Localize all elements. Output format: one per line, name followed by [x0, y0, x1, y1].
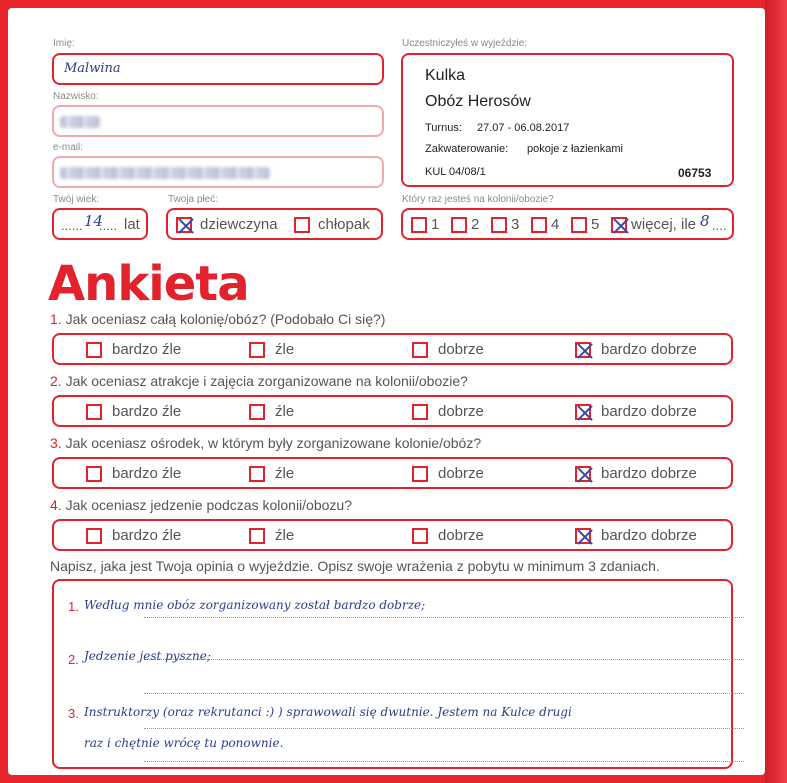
age-unit: lat — [124, 216, 140, 233]
page-edge — [765, 0, 787, 783]
option-checkbox[interactable] — [86, 466, 102, 482]
option-checkbox[interactable] — [249, 404, 265, 420]
opinion-line-1-text: Według mnie obóz zorganizowany został bardzo dobrze; — [84, 598, 426, 612]
turnus-value: 27.07 - 06.08.2017 — [477, 122, 570, 134]
option-checkbox[interactable] — [86, 342, 102, 358]
age-value: 14 — [84, 212, 104, 230]
email-label: e-mail: — [53, 142, 84, 153]
redacted-email — [60, 167, 270, 179]
times-more-value: 8 — [700, 212, 710, 230]
name-value: Malwina — [64, 61, 121, 76]
option-label: bardzo dobrze — [601, 341, 697, 358]
option-label: dobrze — [438, 465, 484, 482]
camp-title: Obóz Herosów — [425, 93, 531, 110]
opinion-line-4-text: raz i chętnie wrócę tu ponownie. — [84, 736, 284, 750]
option-label: źle — [275, 527, 295, 544]
option-checkbox[interactable] — [86, 404, 102, 420]
times-more-label: więcej, ile — [631, 216, 697, 233]
times-label: Który raz jesteś na kolonii/obozie? — [402, 194, 554, 205]
gender-boy-checkbox[interactable] — [294, 217, 310, 233]
participated-label: Uczestniczyłeś w wyjeździe: — [402, 38, 528, 49]
rule-line — [144, 617, 744, 618]
option-checkbox[interactable] — [249, 466, 265, 482]
question-label: Jak oceniasz ośrodek, w którym były zorganizowane kolonie/obóz? — [65, 435, 482, 451]
times-4-checkbox[interactable] — [531, 217, 547, 233]
times-field — [401, 208, 734, 240]
accommodation-value: pokoje z łazienkami — [527, 143, 623, 155]
age-field[interactable] — [52, 208, 148, 240]
question-2-text — [50, 373, 468, 389]
option-label: bardzo źle — [112, 341, 182, 358]
opinion-line-3-text: Instruktorzy (oraz rekrutanci :) ) sprawowali się dwutnie. Jestem na Kulce drugi — [84, 705, 572, 719]
times-more-dots: .... — [712, 218, 727, 233]
rule-line — [144, 761, 744, 762]
surname-field[interactable] — [52, 105, 384, 137]
option-label: bardzo źle — [112, 403, 182, 420]
camp-name: Kulka — [425, 67, 466, 84]
survey-title: Ankieta — [48, 256, 249, 312]
age-dots-before: ...... — [61, 218, 83, 233]
survey-sheet — [8, 8, 765, 775]
option-checkbox[interactable] — [575, 342, 591, 358]
rule-line — [144, 728, 744, 729]
rule-line — [144, 659, 744, 660]
times-2-checkbox[interactable] — [451, 217, 467, 233]
question-number: 4. — [50, 497, 62, 513]
question-number: 3. — [50, 435, 62, 451]
opinion-line-2-num: 2. — [68, 652, 79, 667]
option-label: bardzo dobrze — [601, 465, 697, 482]
question-3-text — [50, 435, 481, 451]
name-field[interactable] — [52, 53, 384, 85]
option-checkbox[interactable] — [412, 466, 428, 482]
times-2-label: 2 — [471, 216, 480, 233]
option-label: źle — [275, 403, 295, 420]
redacted-surname — [60, 116, 100, 128]
opinion-line-3-num: 3. — [68, 706, 79, 721]
opinion-line-2-text: Jedzenie jest pyszne; — [84, 649, 211, 663]
option-label: bardzo dobrze — [601, 403, 697, 420]
times-3-checkbox[interactable] — [491, 217, 507, 233]
question-1-options — [52, 333, 733, 365]
option-checkbox[interactable] — [575, 466, 591, 482]
opinion-box[interactable] — [52, 579, 733, 769]
option-label: bardzo źle — [112, 465, 182, 482]
option-checkbox[interactable] — [249, 528, 265, 544]
camp-code: KUL 04/08/1 — [425, 166, 486, 178]
camp-info-box — [401, 53, 734, 187]
times-4-label: 4 — [551, 216, 560, 233]
question-3-options — [52, 457, 733, 489]
times-more-checkbox[interactable] — [611, 217, 627, 233]
option-checkbox[interactable] — [412, 342, 428, 358]
option-label: dobrze — [438, 527, 484, 544]
gender-girl-checkbox[interactable] — [176, 217, 192, 233]
turnus-label: Turnus: — [425, 122, 462, 134]
email-field[interactable] — [52, 156, 384, 188]
rule-line — [144, 693, 744, 694]
opinion-prompt: Napisz, jaka jest Twoja opinia o wyjeździe. Opisz swoje wrażenia z pobytu w minimum 3 zdaniach. — [50, 558, 660, 574]
accommodation-label: Zakwaterowanie: — [425, 143, 509, 155]
option-checkbox[interactable] — [412, 528, 428, 544]
question-label: Jak oceniasz atrakcje i zajęcia zorganizowane na kolonii/obozie? — [65, 373, 468, 389]
times-5-checkbox[interactable] — [571, 217, 587, 233]
option-checkbox[interactable] — [86, 528, 102, 544]
gender-label: Twoja płeć: — [168, 194, 219, 205]
opinion-line-1-num: 1. — [68, 599, 79, 614]
option-label: źle — [275, 341, 295, 358]
option-checkbox[interactable] — [412, 404, 428, 420]
gender-boy-label: chłopak — [318, 216, 370, 233]
gender-girl-label: dziewczyna — [200, 216, 278, 233]
times-1-label: 1 — [431, 216, 440, 233]
option-label: dobrze — [438, 341, 484, 358]
option-checkbox[interactable] — [575, 528, 591, 544]
option-label: bardzo dobrze — [601, 527, 697, 544]
question-number: 1. — [50, 311, 62, 327]
question-2-options — [52, 395, 733, 427]
question-label: Jak oceniasz jedzenie podczas kolonii/obozu? — [65, 497, 352, 513]
surname-label: Nazwisko: — [53, 91, 99, 102]
option-label: dobrze — [438, 403, 484, 420]
option-label: źle — [275, 465, 295, 482]
name-label: Imię: — [53, 38, 75, 49]
question-label: Jak oceniasz całą kolonię/obóz? (Podobało Ci się?) — [65, 311, 386, 327]
option-checkbox[interactable] — [575, 404, 591, 420]
question-number: 2. — [50, 373, 62, 389]
age-label: Twój wiek: — [53, 194, 100, 205]
question-1-text — [50, 311, 385, 327]
option-checkbox[interactable] — [249, 342, 265, 358]
camp-number: 06753 — [678, 166, 712, 180]
gender-field — [166, 208, 383, 240]
age-dots-after: ..... — [99, 218, 118, 233]
option-label: bardzo źle — [112, 527, 182, 544]
times-3-label: 3 — [511, 216, 520, 233]
times-1-checkbox[interactable] — [411, 217, 427, 233]
question-4-text — [50, 497, 352, 513]
times-5-label: 5 — [591, 216, 600, 233]
question-4-options — [52, 519, 733, 551]
